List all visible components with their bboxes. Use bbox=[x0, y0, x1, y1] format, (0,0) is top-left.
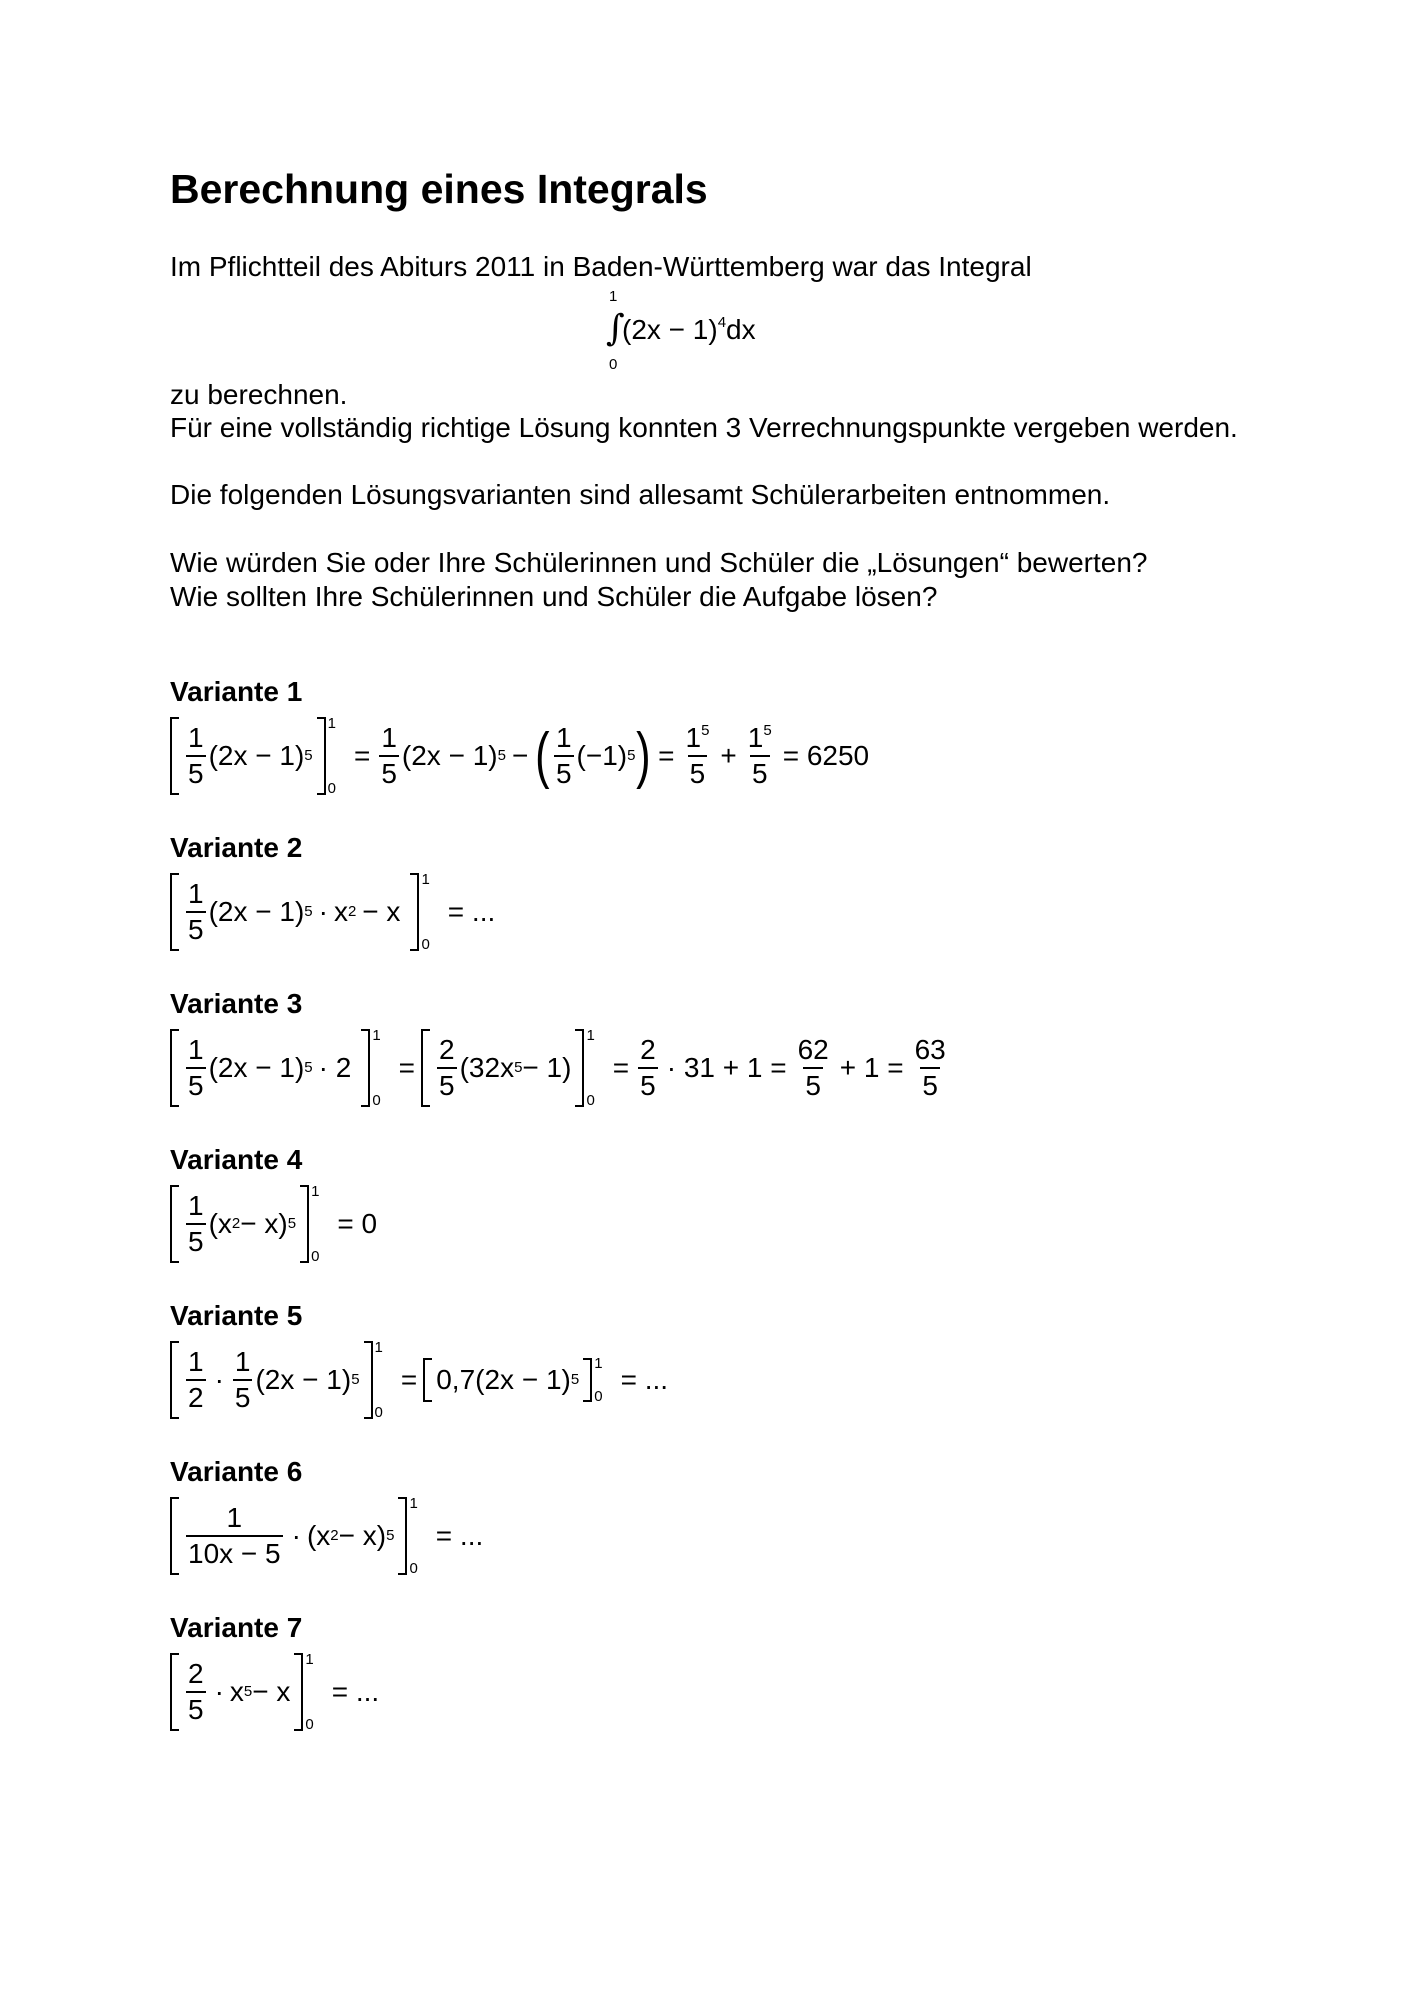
variant-2-formula bbox=[170, 866, 1270, 958]
fraction bbox=[186, 1192, 206, 1256]
formula-part: 1 bbox=[188, 1346, 204, 1377]
fraction bbox=[746, 724, 774, 788]
formula-part: − x bbox=[362, 896, 401, 927]
formula-part: + bbox=[720, 740, 737, 771]
formula-part: = bbox=[400, 1364, 418, 1395]
integral-body bbox=[622, 314, 756, 346]
formula-part: 10x − 5 bbox=[186, 1535, 283, 1568]
formula-part: − x) bbox=[338, 1520, 387, 1551]
formula-part: 5 bbox=[763, 722, 772, 739]
variant-3-heading: Variante 3 bbox=[170, 988, 303, 1019]
formula-part: 5 bbox=[701, 722, 710, 739]
integral-upper-limit: 1 bbox=[609, 288, 618, 305]
formula-part: (2x − 1) bbox=[622, 314, 718, 345]
fraction bbox=[913, 1036, 948, 1100]
formula-part: 2 bbox=[640, 1034, 656, 1065]
question-bewerten: Wie würden Sie oder Ihre Schülerinnen und Schüler die „Lösungen“ bewerten? bbox=[170, 547, 1148, 578]
right-bracket bbox=[575, 1029, 584, 1107]
formula-part: (2x − 1) bbox=[208, 740, 305, 771]
right-bracket bbox=[410, 873, 419, 951]
formula-part: 1 bbox=[374, 1339, 383, 1356]
equation-row: $\frac{1}{5}$ (2x − 1) 5 · 2 1 0 = $\frac{2}{5}$ (32x 5 − 1) 1 0 = $\frac{2}{5}$ · 31 + 1 = $\frac{62}{5}$ + 1 = $\frac{63}{5}$ bbox=[170, 1022, 1270, 1114]
text-punkte: Für eine vollständig richtige Lösung konnten 3 Verrechnungspunkte vergeben werden. bbox=[170, 412, 1238, 443]
formula-part: 0 bbox=[311, 1248, 320, 1265]
formula-part: x bbox=[229, 1676, 244, 1707]
formula-part: (x bbox=[306, 1520, 331, 1551]
formula-part: (2x − 1) bbox=[401, 740, 498, 771]
right-bracket bbox=[300, 1185, 309, 1263]
question-loesen: Wie sollten Ihre Schülerinnen und Schüler die Aufgabe lösen? bbox=[170, 581, 938, 612]
formula-part: 2 bbox=[186, 1379, 206, 1412]
variant-6-heading: Variante 6 bbox=[170, 1456, 303, 1487]
formula-part: 1 bbox=[381, 722, 397, 753]
formula-part: 0 bbox=[421, 936, 430, 953]
equation-row: $\frac{1}{2}$ · $\frac{1}{5}$ (2x − 1) 5 1 0 = 0,7(2x − 1) 5 1 0 = ... bbox=[170, 1334, 1270, 1426]
fraction bbox=[186, 1036, 206, 1100]
integral-sign-icon: ∫ bbox=[606, 308, 625, 349]
fraction bbox=[554, 724, 574, 788]
fraction bbox=[683, 724, 711, 788]
formula-part: 5 bbox=[638, 1067, 658, 1100]
variant-1-formula bbox=[170, 710, 1270, 802]
fraction bbox=[638, 1036, 658, 1100]
fraction bbox=[233, 1348, 253, 1412]
formula-part: 5 bbox=[186, 1691, 206, 1724]
formula-part: ( bbox=[535, 721, 550, 790]
left-bracket bbox=[421, 1029, 430, 1107]
formula-part: − x) bbox=[240, 1208, 288, 1239]
formula-part: = ... bbox=[331, 1676, 380, 1707]
formula-part: − 1) bbox=[522, 1052, 572, 1083]
right-bracket bbox=[294, 1653, 303, 1731]
formula-part: − x bbox=[252, 1676, 291, 1707]
equation-row: $\frac{1}{10x - 5}$ · (x 2 − x) 5 1 0 = ... bbox=[170, 1490, 1270, 1582]
formula-part: 0 bbox=[305, 1716, 314, 1733]
variant-3-formula bbox=[170, 1022, 1270, 1114]
evaluation-limits bbox=[421, 871, 429, 953]
evaluation-limits bbox=[586, 1027, 594, 1109]
formula-part: 1 bbox=[421, 871, 430, 888]
evaluation-limits bbox=[328, 715, 336, 797]
formula-part: = 6250 bbox=[782, 740, 870, 771]
equation-row: $\frac{1}{5}$ (2x − 1) 5 · x 2 − x 1 0 = ... bbox=[170, 866, 1270, 958]
left-bracket bbox=[170, 1497, 179, 1575]
formula-part: = bbox=[398, 1052, 416, 1083]
formula-part: 1 bbox=[327, 715, 336, 732]
right-bracket bbox=[583, 1358, 592, 1402]
formula-part: 63 bbox=[914, 1034, 946, 1065]
equation-row: $\frac{1}{5}$ (2x − 1) 5 1 0 = $\frac{1}{5}$ (2x − 1) 5 − ( $\frac{1}{5}$ (−1) 5 ) = $\frac{1^5}{5}$ + $\frac{1^5}{5}$ = 6250 bbox=[170, 710, 1270, 802]
left-bracket bbox=[423, 1358, 432, 1402]
variant-7-heading: Variante 7 bbox=[170, 1612, 303, 1643]
formula-part: 1 bbox=[188, 1034, 204, 1065]
formula-part: (2x − 1) bbox=[208, 1052, 305, 1083]
formula-part: · 2 bbox=[318, 1052, 352, 1083]
fraction bbox=[186, 1660, 206, 1724]
formula-part: = ... bbox=[620, 1364, 669, 1395]
text-varianten: Die folgenden Lösungsvarianten sind allesamt Schülerarbeiten entnommen. bbox=[170, 479, 1111, 510]
formula-part: = bbox=[612, 1052, 630, 1083]
formula-part: 1 bbox=[555, 722, 572, 753]
formula-part: 1 bbox=[305, 1651, 314, 1668]
formula-part: 5 bbox=[186, 1223, 206, 1256]
fraction bbox=[437, 1036, 457, 1100]
formula-part: 5 bbox=[803, 1067, 823, 1100]
evaluation-limits bbox=[311, 1183, 319, 1265]
formula-part: · bbox=[214, 1364, 224, 1395]
formula-part: 1 bbox=[188, 878, 204, 909]
page-title: Berechnung eines Integrals bbox=[170, 166, 708, 212]
formula-part: 4 bbox=[717, 314, 727, 331]
fraction bbox=[796, 1036, 831, 1100]
formula-part: 5 bbox=[554, 755, 574, 788]
formula-part: (2x − 1) bbox=[255, 1364, 352, 1395]
formula-part: (x bbox=[208, 1208, 232, 1239]
variant-5-heading: Variante 5 bbox=[170, 1300, 303, 1331]
formula-part: 62 bbox=[797, 1034, 829, 1065]
evaluation-limits bbox=[375, 1339, 383, 1421]
formula-part: · 31 + 1 = bbox=[666, 1052, 787, 1083]
formula-part: 1 bbox=[586, 1027, 595, 1044]
formula-part: = bbox=[353, 740, 371, 771]
evaluation-limits bbox=[594, 1355, 602, 1405]
fraction bbox=[186, 880, 206, 944]
formula-part: (−1) bbox=[576, 740, 628, 771]
integral-formula bbox=[600, 288, 800, 372]
formula-part: 1 bbox=[747, 722, 764, 753]
evaluation-limits bbox=[305, 1651, 313, 1733]
variant-4-formula bbox=[170, 1178, 1270, 1270]
variant-2-heading: Variante 2 bbox=[170, 832, 303, 863]
variant-1-heading: Variante 1 bbox=[170, 676, 303, 707]
left-bracket bbox=[170, 1341, 179, 1419]
fraction bbox=[186, 724, 206, 788]
formula-part: 0 bbox=[409, 1560, 418, 1577]
formula-part: (2x − 1) bbox=[208, 896, 305, 927]
formula-part: 0 bbox=[374, 1404, 383, 1421]
variant-6-formula bbox=[170, 1490, 1270, 1582]
formula-part: · bbox=[291, 1520, 301, 1551]
formula-part: 2 bbox=[188, 1658, 204, 1689]
formula-part: 0 bbox=[327, 780, 336, 797]
formula-part: · bbox=[318, 896, 328, 927]
right-bracket bbox=[361, 1029, 370, 1107]
formula-part: 1 bbox=[372, 1027, 381, 1044]
integral-lower-limit: 0 bbox=[609, 356, 618, 373]
fraction bbox=[379, 724, 399, 788]
formula-part: 1 bbox=[409, 1495, 418, 1512]
variant-4-heading: Variante 4 bbox=[170, 1144, 303, 1175]
formula-part: = ... bbox=[435, 1520, 484, 1551]
right-bracket bbox=[364, 1341, 373, 1419]
left-bracket bbox=[170, 1653, 179, 1731]
formula-part: 5 bbox=[750, 755, 770, 788]
left-bracket bbox=[170, 717, 179, 795]
right-bracket bbox=[317, 717, 326, 795]
formula-part: x bbox=[333, 896, 348, 927]
formula-part: − bbox=[511, 740, 529, 771]
left-bracket bbox=[170, 1029, 179, 1107]
evaluation-limits bbox=[372, 1027, 380, 1109]
formula-part: 1 bbox=[594, 1355, 603, 1372]
equation-row: $\frac{1}{5}$ (x 2 − x) 5 1 0 = 0 bbox=[170, 1178, 1270, 1270]
formula-part: = 0 bbox=[337, 1208, 378, 1239]
left-bracket bbox=[170, 873, 179, 951]
text-berechnen: zu berechnen. bbox=[170, 379, 348, 410]
formula-part: 1 bbox=[234, 1346, 251, 1377]
formula-part: 5 bbox=[233, 1379, 253, 1412]
formula-part: + 1 = bbox=[839, 1052, 904, 1083]
variant-7-formula bbox=[170, 1646, 1270, 1738]
formula-part: = bbox=[658, 740, 675, 771]
intro-text: Im Pflichtteil des Abiturs 2011 in Baden-Württemberg war das Integral bbox=[170, 251, 1032, 282]
formula-part: 5 bbox=[379, 755, 399, 788]
equation-row: $\frac{2}{5}$ · x 5 − x 1 0 = ... bbox=[170, 1646, 1270, 1738]
formula-part: 1 bbox=[188, 1190, 204, 1221]
formula-part: 5 bbox=[186, 911, 206, 944]
formula-part: (32x bbox=[459, 1052, 515, 1083]
right-bracket bbox=[398, 1497, 407, 1575]
formula-part: · bbox=[214, 1676, 224, 1707]
formula-part: 5 bbox=[186, 755, 206, 788]
formula-part: 1 bbox=[685, 722, 702, 753]
formula-part: 1 bbox=[311, 1183, 320, 1200]
variant-5-formula bbox=[170, 1334, 1270, 1426]
formula-part: 1 bbox=[188, 722, 204, 753]
fraction bbox=[186, 1504, 283, 1568]
formula-part: 0 bbox=[372, 1092, 381, 1109]
formula-part: 2 bbox=[439, 1034, 455, 1065]
left-bracket bbox=[170, 1185, 179, 1263]
formula-part: 5 bbox=[688, 755, 708, 788]
formula-part: 5 bbox=[920, 1067, 940, 1100]
formula-part: = ... bbox=[447, 896, 496, 927]
formula-part: 0 bbox=[586, 1092, 595, 1109]
formula-part: dx bbox=[726, 314, 756, 345]
formula-part: 5 bbox=[186, 1067, 206, 1100]
formula-part: 5 bbox=[437, 1067, 457, 1100]
formula-part: 0,7(2x − 1) bbox=[436, 1364, 571, 1395]
evaluation-limits bbox=[409, 1495, 417, 1577]
formula-part: 0 bbox=[594, 1388, 603, 1405]
fraction bbox=[186, 1348, 206, 1412]
formula-part: 1 bbox=[226, 1502, 243, 1533]
formula-part: ) bbox=[636, 721, 652, 790]
